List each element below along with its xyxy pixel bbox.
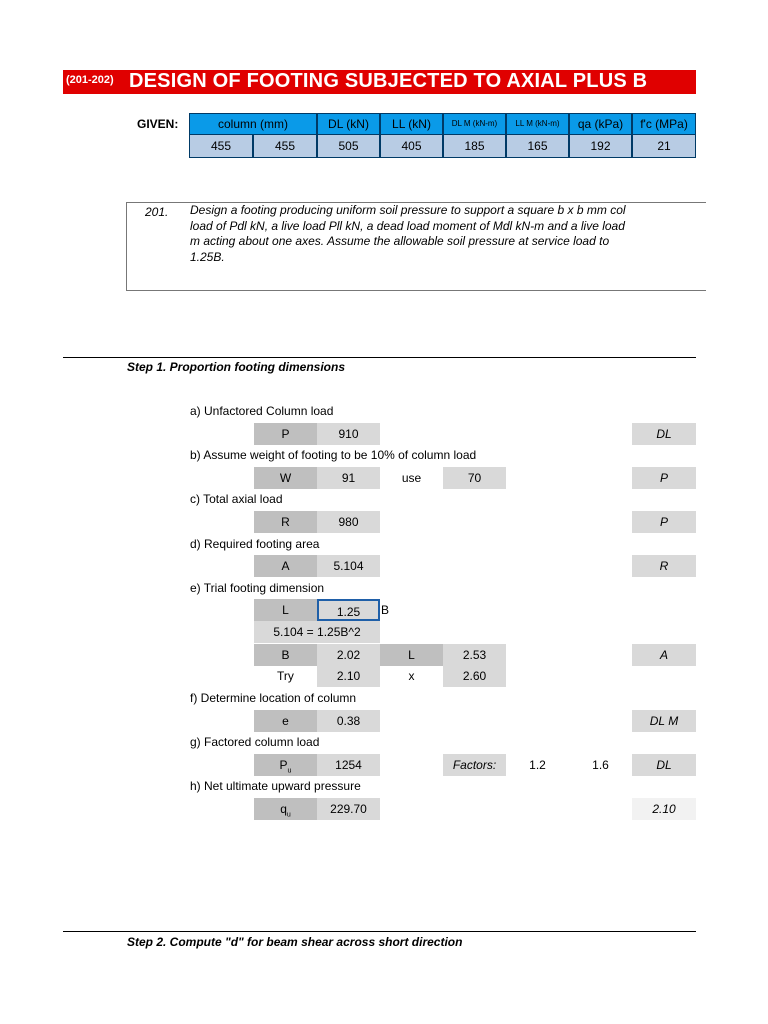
- label-c: c) Total axial load: [190, 492, 283, 506]
- sym-qu-sub: u: [286, 811, 291, 819]
- try-x: x: [408, 669, 415, 683]
- sym-p: P: [254, 423, 317, 445]
- ref-e[interactable]: A: [632, 644, 696, 666]
- given-cell[interactable]: 21: [632, 135, 696, 158]
- label-e: e) Trial footing dimension: [190, 581, 325, 595]
- sym-pu-main: P: [279, 758, 288, 772]
- use-label: use: [401, 471, 422, 485]
- sym-l: L: [254, 599, 317, 621]
- sym-pu-sub: u: [287, 767, 292, 775]
- header-llm: LL M (kN-m): [506, 113, 569, 135]
- label-g: g) Factored column load: [190, 735, 320, 749]
- label-b: b) Assume weight of footing to be 10% of column load: [190, 448, 477, 462]
- problem-line: Design a footing producing uniform soil pressure to support a square b x b mm col: [190, 203, 626, 217]
- ref-g[interactable]: DL: [632, 754, 696, 776]
- problem-line: m acting about one axes. Assume the allowable soil pressure at service load to: [190, 234, 610, 248]
- label-f: f) Determine location of column: [190, 691, 357, 705]
- problem-code: (201-202): [66, 74, 114, 86]
- given-cell[interactable]: 405: [380, 135, 443, 158]
- problem-text: [190, 203, 696, 265]
- header-ll: LL (kN): [380, 113, 443, 135]
- divider: [63, 357, 696, 358]
- given-cell[interactable]: 455: [253, 135, 317, 158]
- ref-c[interactable]: P: [632, 511, 696, 533]
- problem-line: load of Pdl kN, a live load Pll kN, a dead load moment of Mdl kN-m and a live load: [190, 218, 625, 233]
- problem-number: 201.: [145, 205, 169, 219]
- header-qa: qa (kPa): [569, 113, 632, 135]
- sym-qu: [254, 798, 317, 820]
- step1-title: Step 1. Proportion footing dimensions: [127, 360, 345, 374]
- given-cell[interactable]: 185: [443, 135, 506, 158]
- divider: [63, 931, 696, 932]
- value-qu[interactable]: 229.70: [317, 798, 380, 820]
- area-equation: 5.104 = 1.25B^2: [254, 621, 380, 643]
- value-p[interactable]: 910: [317, 423, 380, 445]
- factor-dl[interactable]: 1.2: [529, 758, 546, 772]
- factor-ll[interactable]: 1.6: [592, 758, 609, 772]
- given-cell[interactable]: 505: [317, 135, 380, 158]
- use-value[interactable]: 70: [443, 467, 506, 489]
- value-w[interactable]: 91: [317, 467, 380, 489]
- sym-l2: L: [380, 644, 443, 666]
- page-title: DESIGN OF FOOTING SUBJECTED TO AXIAL PLUS B: [129, 70, 648, 92]
- try-b[interactable]: 2.10: [317, 665, 380, 687]
- step2-title: Step 2. Compute "d" for beam shear across short direction: [127, 935, 463, 949]
- ref-f[interactable]: DL M: [632, 710, 696, 732]
- ref-b[interactable]: P: [632, 467, 696, 489]
- given-label: GIVEN:: [137, 117, 179, 131]
- given-cell[interactable]: 192: [569, 135, 632, 158]
- value-l[interactable]: 2.53: [443, 644, 506, 666]
- value-r[interactable]: 980: [317, 511, 380, 533]
- try-label: Try: [277, 669, 294, 683]
- sym-qu-main: q: [280, 802, 287, 816]
- header-column: column (mm): [189, 113, 317, 135]
- value-b[interactable]: 2.02: [317, 644, 380, 666]
- header-dlm: DL M (kN-m): [443, 113, 506, 135]
- value-a[interactable]: 5.104: [317, 555, 380, 577]
- header-dl: DL (kN): [317, 113, 380, 135]
- sym-a: A: [254, 555, 317, 577]
- given-cell[interactable]: 165: [506, 135, 569, 158]
- sym-w: W: [254, 467, 317, 489]
- ref-a[interactable]: DL: [632, 423, 696, 445]
- label-a: a) Unfactored Column load: [190, 404, 334, 418]
- value-l-ratio[interactable]: 1.25: [317, 599, 380, 621]
- ref-d[interactable]: R: [632, 555, 696, 577]
- sym-pu: [254, 754, 317, 776]
- label-h: h) Net ultimate upward pressure: [190, 779, 361, 793]
- header-fc: f'c (MPa): [632, 113, 696, 135]
- title-bar: [63, 70, 696, 94]
- sym-e: e: [254, 710, 317, 732]
- value-e[interactable]: 0.38: [317, 710, 380, 732]
- problem-line: 1.25B.: [190, 249, 225, 264]
- factors-label: Factors:: [443, 754, 506, 776]
- ref-h[interactable]: 2.10: [632, 798, 696, 820]
- sym-r: R: [254, 511, 317, 533]
- label-d: d) Required footing area: [190, 537, 320, 551]
- l-unit: B: [380, 603, 389, 617]
- try-l[interactable]: 2.60: [443, 665, 506, 687]
- value-pu[interactable]: 1254: [317, 754, 380, 776]
- sym-b: B: [254, 644, 317, 666]
- given-cell[interactable]: 455: [189, 135, 253, 158]
- given-table: [189, 113, 696, 158]
